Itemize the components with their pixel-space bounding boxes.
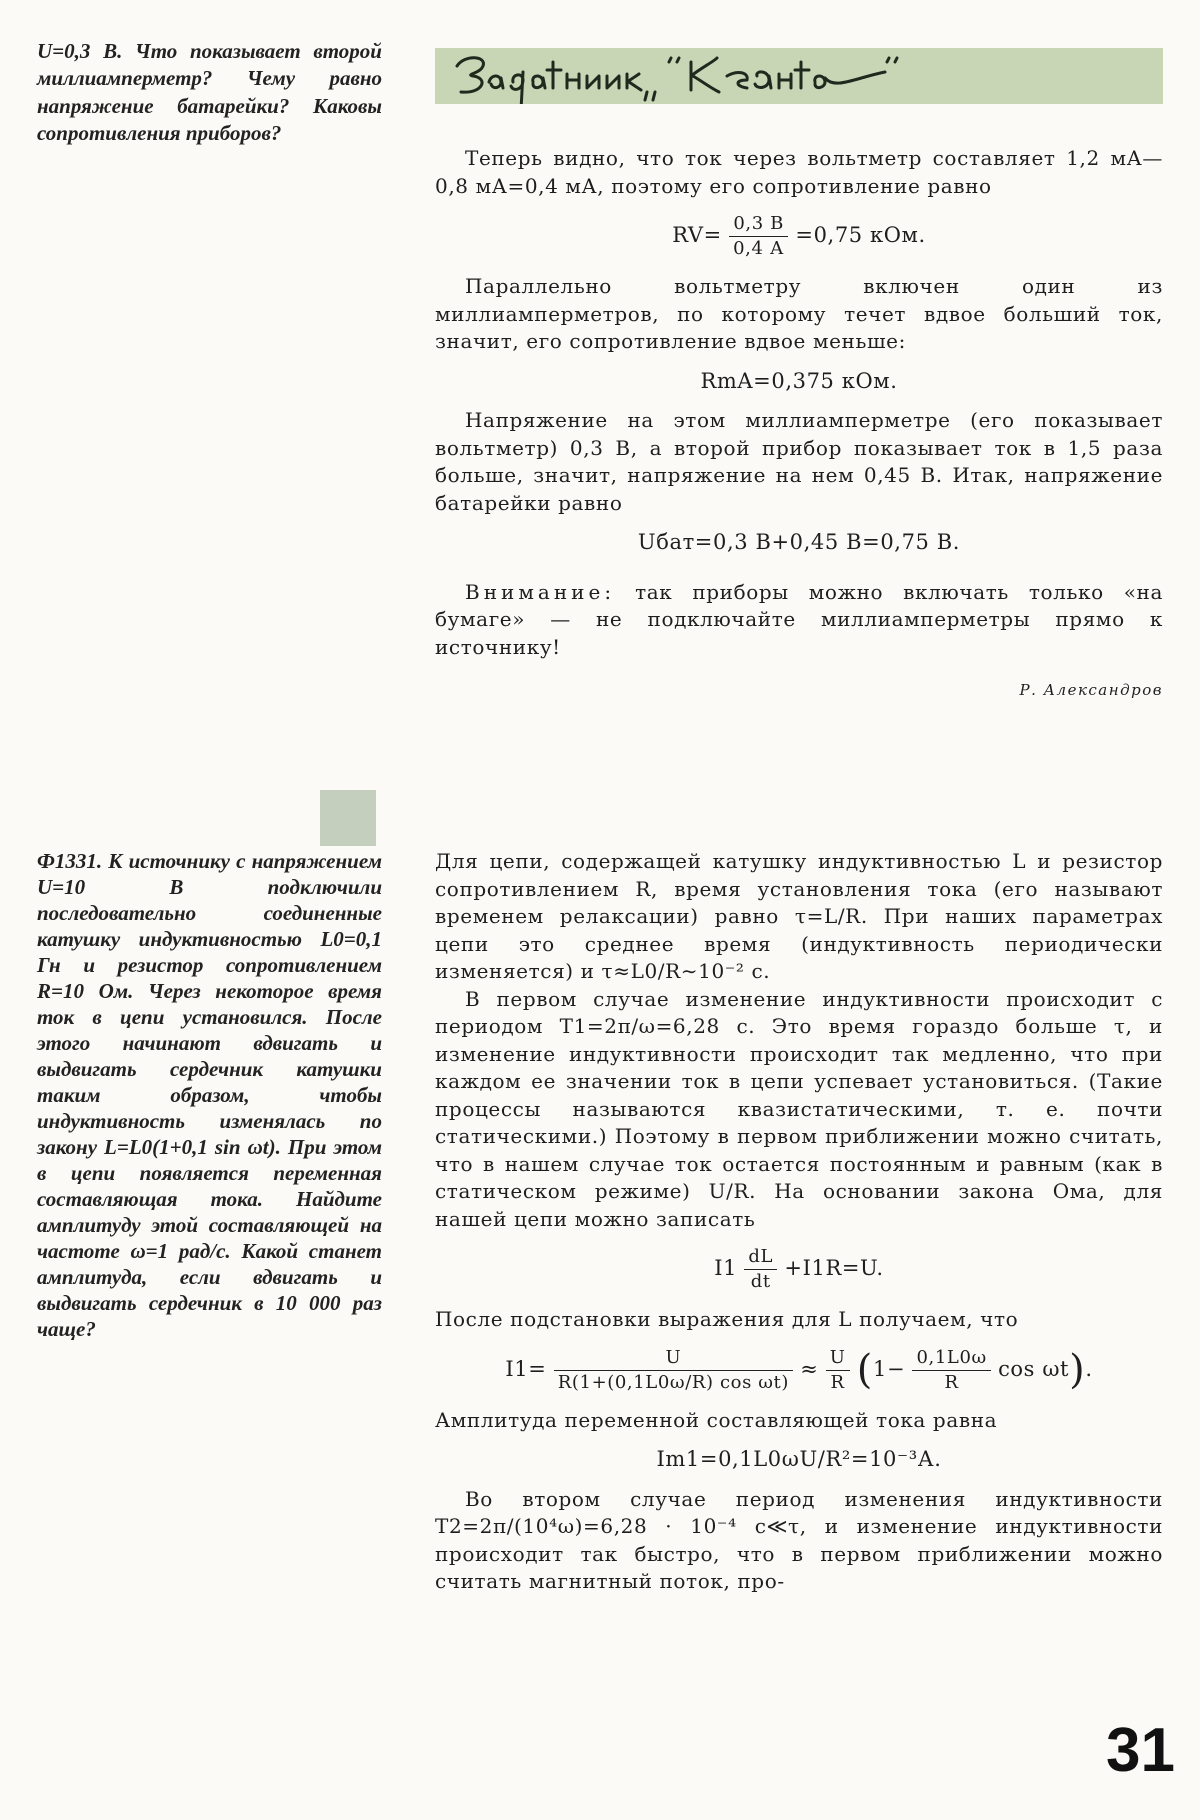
numerator: 0,1L0ω [912,1346,990,1371]
equation-lhs: RV= [672,223,722,247]
denominator: dt [750,1271,771,1292]
denominator: R [944,1371,959,1393]
paragraph: Напряжение на этом миллиамперметре (его показывает вольтметр) 0,3 В, а второй прибор показывает ток в 1,5 раза больше, значит, напряжение на нем 0,45 В. Итак, напряжение батарейки равно [435,408,1163,515]
numerator: U [554,1346,793,1371]
numerator: 0,3 В [729,212,788,237]
equation-voltmeter-resistance [435,212,1163,261]
equation-current-expansion: I1= $\frac{U}{\text{R(1+(0,1L0ω/R) cos ωt)}}$ ≈ $\frac{U}{R}$ (1− $\frac{0,1L0\omega}{R}$ cos ωt). [505,1346,1093,1393]
warning-paragraph [435,579,1163,662]
section-marker-square [320,790,376,846]
equation-milliammeter-resistance: RmA=0,375 кОм. [700,368,898,393]
fraction [826,1346,850,1395]
equation-ohms-law [435,1245,1163,1294]
paragraph: Амплитуда переменной составляющей тока равна [435,1407,998,1432]
paragraph: В первом случае изменение индуктивности происходит с периодом T1=2π/ω=6,28 с. Это время гораздо больше τ, и изменение индуктивности происходит так медленно, что при каждом ее значении ток в цепи успевает установиться. (Такие процессы называются квазистатическими, т. е. почти статическими.) Поэтому в первом приближении можно считать, что в нашем случае ток остается постоянным и равным (как в статическом режиме) U/R. На основании закона Ома, для нашей цепи можно записать [435,986,1163,1231]
equation-amplitude: Im1=0,1L0ωU/R²=10⁻³А. [656,1447,942,1471]
numerator: U [826,1346,850,1371]
equation-battery-voltage: Uбат=0,3 В+0,45 В=0,75 В. [637,530,961,554]
open-paren: ( [856,1346,874,1393]
fraction [744,1245,777,1294]
previous-problem-tail: U=0,3 В. Что показывает второй миллиамперметр? Чему равно напряжение батарейки? Каковы сопротивления приборов? [37,39,382,145]
equation-part: I1 [714,1256,738,1280]
paragraph: Во втором случае период изменения индуктивности T2=2π/(10⁴ω)=6,28 · 10⁻⁴ с≪τ, и изменение индуктивности происходит так быстро, что в первом приближении можно считать магнитный поток, про- [435,1486,1163,1593]
banner-title-handwritten-logo [435,48,1163,104]
paragraph: Теперь видно, что ток через вольтметр составляет 1,2 мА—0,8 мА=0,4 мА, поэтому его сопротивление равно [435,146,1163,198]
denominator: R(1+(0,1L0ω/R) cos ωt) [557,1371,789,1393]
section-banner [435,48,1163,104]
problem-statement [37,848,382,1342]
problem-solution [435,848,1163,1596]
author-signature: Р. Александров [1019,681,1163,699]
warning-label: Внимание: [465,579,616,604]
paragraph: После подстановки выражения для L получаем, что [435,1307,1019,1331]
fraction [912,1346,990,1395]
equation-part: +I1R=U. [784,1256,884,1280]
equation-rhs: =0,75 кОм. [795,223,926,247]
solution-continuation [435,145,1163,705]
equation-part: 1− [873,1356,906,1381]
denominator: 0,4 А [733,238,785,259]
numerator: dL [744,1245,777,1270]
equation-part: cos ωt [998,1356,1070,1381]
problem-id: Ф1331. [37,849,103,873]
approx-sign: ≈ [800,1356,819,1381]
page-number: 31 [1106,1716,1175,1785]
close-paren: ) [1069,1346,1086,1393]
denominator: R [830,1371,845,1393]
equation-part: I1= [505,1356,547,1381]
warning-text: так приборы можно включать только «на бумаге» — не подключайте миллиамперметры прямо к источнику! [435,579,1163,659]
problem-text: К источнику с напряжением U=10 В подключили последовательно соединенные катушку индуктивностью L0=0,1 Гн и резистор сопротивлением R=10 Ом. Через некоторое время ток в цепи установился. После этого начинают вдвигать и выдвигать сердечник катушки таким образом, чтобы индуктивность изменялась по закону L=L0(1+0,1 sin ωt). При этом в цепи появляется переменная составляющая тока. Найдите амплитуду этой составляющей на частоте ω=1 рад/с. Какой станет амплитуда, если вдвигать и выдвигать сердечник в 10 000 раз чаще? [37,849,383,1341]
fraction [554,1346,793,1395]
fraction [729,212,788,261]
paragraph: Параллельно вольтметру включен один из миллиамперметров, по которому течет вдвое больший ток, значит, его сопротивление вдвое меньше: [435,274,1163,353]
paragraph: Для цепи, содержащей катушку индуктивностью L и резистор сопротивлением R, время установления тока (его называют временем релаксации) равно τ=L/R. При наших параметрах цепи это среднее время (индуктивность периодически изменяется) и τ≈L0/R∼10⁻² с. [435,849,1163,983]
